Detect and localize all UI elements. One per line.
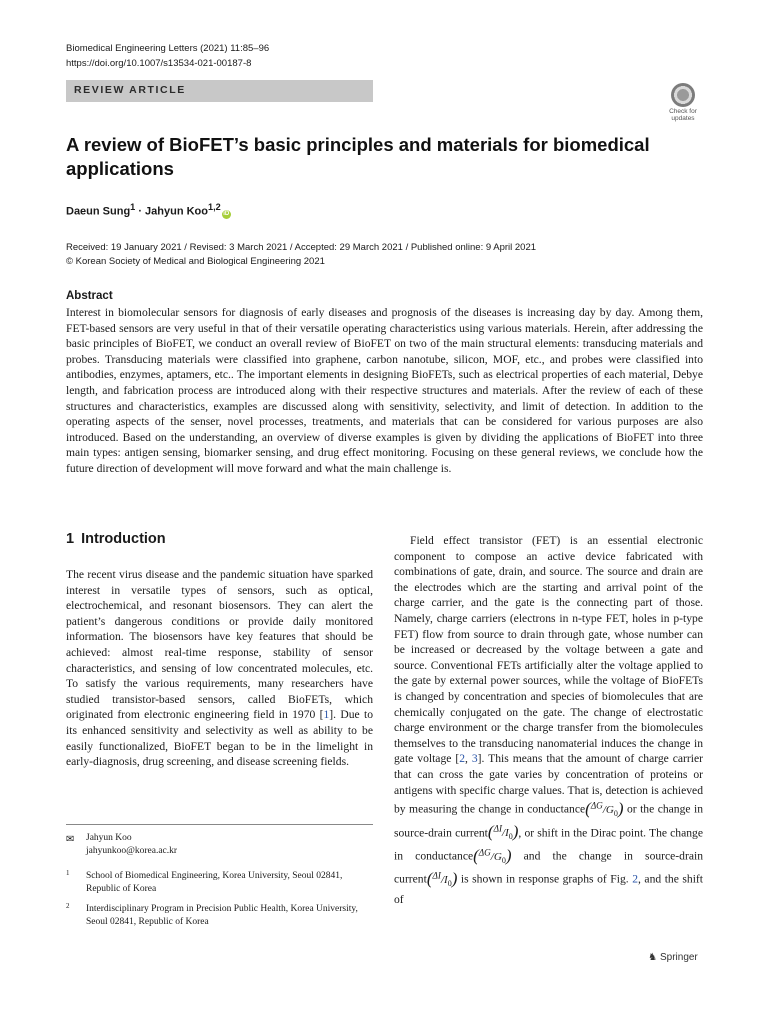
section-number: 1 xyxy=(66,531,75,547)
section-title: Introduction xyxy=(81,531,166,547)
citation-link[interactable]: 2 xyxy=(459,752,466,766)
journal-citation: Biomedical Engineering Letters (2021) 11:85–96 xyxy=(66,43,270,54)
abstract-text: Interest in biomolecular sensors for diagnosis of early diseases and prognosis of the diseases is increasing day by day. Among them, FET-based sensors are very useful in that of their versatile operating characteristics using various materials. Herein, after addressing the basic principles of BioFET, we conduct an overall review of BioFET on two of the main structural elements: transducing materials and probes. Transducing materials were classified into graphene, carbon nanotube, silicon, MOF, etc., and probes were classified into antibodies, enzymes, aptamers, etc.. The important elements in designing BioFETs, such as electrical properties of each material, Debye length, and fabrication process are introduced along with their respective structures and materials. After the review of each of these structures and characteristics, examples are discussed along with sensitivity, selectivity, and limit of detection. In addition to the operating aspects of the senser, novel processes, treatments, and materials that can be considered for various purposes are also introduced. Based on the understanding, an overview of diverse examples is given by dividing the applications of BioFET into three main types: antigen sensing, biomarker sensing, and drug effect monitoring. Focusing on these general reviews, we conclude how the future direction of development will move forward and what the main challenge is. xyxy=(66,306,703,475)
equation-current: $(^{\Delta I}/I_0)$ xyxy=(487,822,519,842)
author-name[interactable]: Daeun Sung xyxy=(66,205,131,218)
check-for-updates-text: Check for updates xyxy=(669,108,697,122)
author-list xyxy=(66,202,231,219)
article-title: A review of BioFET’s basic principles and materials for biomedical applications xyxy=(66,134,650,179)
figure-link[interactable]: 2 xyxy=(632,873,638,887)
corresponding-author xyxy=(86,832,177,858)
history-dates: Received: 19 January 2021 / Revised: 3 March 2021 / Accepted: 29 March 2021 / Published online: 9 April 2021 xyxy=(66,242,537,253)
check-for-updates-badge[interactable] xyxy=(663,83,703,123)
publication-dates xyxy=(66,241,536,269)
author-name[interactable]: Jahyun Koo xyxy=(145,205,208,218)
orcid-icon[interactable]: iD xyxy=(223,210,230,217)
affiliation-marker: 2 xyxy=(66,902,70,910)
check-for-updates-icon xyxy=(671,83,695,107)
intro-paragraph-left: The recent virus disease and the pandemic situation have sparked interest in versatile types of sensors, such as optical, electrochemical, and resonant biosensors. They can alert the patient’s dangerous conditions or provide daily monitored information. The biosensors have key features that should be achieved: almost real-time response, stability of sensor characteristics, and sensing of low concentrated molecules, etc. To satisfy the various requirements, many researchers have studied transistor-based sensors, called BioFETs, which originated from electronic engineering field in 1970 [1]. Due to its enhanced sensitivity and selectivity as well as ability to be easily functionalized, BioFET began to be in the limelight in early-diagnosis, drug screening, and disease screening fields. xyxy=(66,568,374,769)
journal-info xyxy=(66,41,269,71)
article-type-label: REVIEW ARTICLE xyxy=(74,84,186,96)
envelope-icon: ✉ xyxy=(66,834,75,845)
section-heading xyxy=(66,531,166,547)
equation-conductance: $(^{\Delta G}/G_0)$ xyxy=(473,845,512,865)
article-type-bar xyxy=(66,80,373,102)
equation-conductance: $(^{\Delta G}/G_0)$ xyxy=(585,798,624,818)
copyright-line: © Korean Society of Medical and Biological Engineering 2021 xyxy=(66,256,325,267)
author-affiliation: 1,2 xyxy=(208,202,221,212)
corresponding-email[interactable]: jahyunkoo@korea.ac.kr xyxy=(86,846,178,856)
affiliation-1: School of Biomedical Engineering, Korea University, Seoul 02841, Republic of Korea xyxy=(86,871,343,894)
affiliation-marker: 1 xyxy=(66,869,70,877)
citation-link[interactable]: 1 xyxy=(323,708,330,722)
doi-link[interactable]: https://doi.org/10.1007/s13534-021-00187-8 xyxy=(66,58,252,69)
corresponding-name: Jahyun Koo xyxy=(86,833,132,843)
publisher-name: Springer xyxy=(659,952,698,963)
citation-link[interactable]: 3 xyxy=(471,752,478,766)
publisher-logo xyxy=(648,952,698,963)
author-affiliation: 1 xyxy=(130,202,136,212)
equation-current: $(^{\Delta I}/I_0)$ xyxy=(426,869,458,889)
intro-paragraph-right: Field effect transistor (FET) is an essential electronic component to compose an active device fabricated with combinations of gate, drain, and source. The source and drain are the electrodes which are the starting and arrival point of the charge carrier, and the gate is the connecting part of those. Namely, charge carriers (electrons in n-type FET, holes in p-type FET) flow from source to drain through gate, whose number can be increased or decreased by the voltage between a gate and source. Conventional FETs artificially alter the voltage applied to the gate by external power sources, while the voltage of BioFETs is changed by concentration and species of biomolecules that are chemically conjugated on the gate. The change of electrostatic charge environment or the charge transfer from the biomolecules themselves to the transducing nanomaterial induces the change in gate voltage [2, 3]. This means that the amount of charge carrier that can cross the gate varies by concentration of proteins or antigens with specific charge values. That is, detection is achieved by measuring the change in $conductance(^{\Delta G}/G_0)$ or the change in source-drain $current(^{\Delta I}/I_0)$, or shift in the Dirac point. The change in $conductance(^{\Delta G}/G_0)$ and the change in source-drain $current(^{\Delta I}/I_0)$ is shown in response graphs of Fig. 2, and the shift of xyxy=(394,534,704,906)
affiliation-2: Interdisciplinary Program in Precision Public Health, Korea University, Seoul 02841, Republic of Korea xyxy=(86,904,358,927)
footnote-divider xyxy=(66,824,373,825)
author-separator: · xyxy=(135,205,146,218)
abstract-heading: Abstract xyxy=(66,290,113,302)
springer-horse-icon: ♞ xyxy=(648,952,657,963)
